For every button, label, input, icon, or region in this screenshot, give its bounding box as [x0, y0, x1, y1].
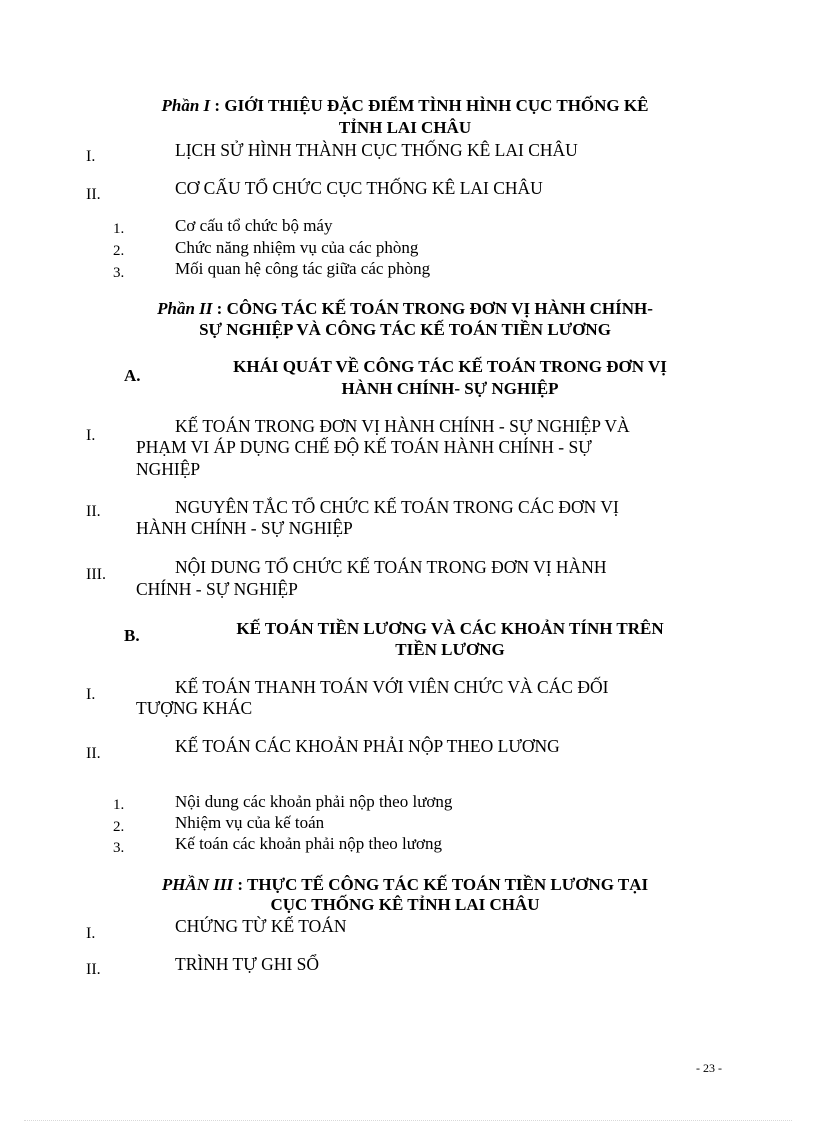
list-item: Kế toán các khoản phải nộp theo lương — [175, 834, 442, 853]
list-item: Nội dung các khoản phải nộp theo lương — [175, 792, 453, 811]
part3-title-line1: THỰC TẾ CÔNG TÁC KẾ TOÁN TIỀN LƯƠNG TẠI — [247, 875, 649, 894]
list-number: 3. — [113, 840, 125, 856]
page-number: - 23 - — [696, 1061, 722, 1075]
item-line: KẾ TOÁN TRONG ĐƠN VỊ HÀNH CHÍNH - SỰ NGHIỆP VÀ — [175, 416, 630, 436]
item-line: NỘI DUNG TỔ CHỨC KẾ TOÁN TRONG ĐƠN VỊ HÀNH — [175, 557, 607, 577]
list-number: 2. — [113, 819, 125, 835]
roman-numeral: I. — [86, 925, 96, 942]
part3-title-line2: CỤC THỐNG KÊ TỈNH LAI CHÂU — [270, 895, 540, 914]
list-item: Chức năng nhiệm vụ của các phòng — [175, 238, 419, 257]
item-line: PHẠM VI ÁP DỤNG CHẾ ĐỘ KẾ TOÁN HÀNH CHÍNH - SỰ — [136, 437, 592, 457]
section-letter: A. — [124, 366, 141, 385]
item-line: KẾ TOÁN CÁC KHOẢN PHẢI NỘP THEO LƯƠNG — [175, 736, 560, 756]
part2-heading — [85, 298, 725, 320]
section-b-title-line2: TIỀN LƯƠNG — [395, 640, 505, 659]
section-title: CHỨNG TỪ KẾ TOÁN — [175, 916, 347, 936]
list-number: 2. — [113, 243, 125, 259]
item-line: NGUYÊN TẮC TỔ CHỨC KẾ TOÁN TRONG CÁC ĐƠN VỊ — [175, 497, 619, 517]
roman-numeral: II. — [86, 961, 101, 978]
part2-title-line2: SỰ NGHIỆP VÀ CÔNG TÁC KẾ TOÁN TIỀN LƯƠNG — [199, 320, 611, 339]
item-line: KẾ TOÁN THANH TOÁN VỚI VIÊN CHỨC VÀ CÁC ĐỐI — [175, 677, 609, 697]
list-number: 1. — [113, 221, 125, 237]
item-line: NGHIỆP — [136, 459, 201, 479]
item-line: TƯỢNG KHÁC — [136, 698, 253, 718]
roman-numeral: I. — [86, 148, 96, 165]
part1-title-line1: GIỚI THIỆU ĐẶC ĐIỂM TÌNH HÌNH CỤC THỐNG KÊ — [224, 96, 649, 115]
section-title: TRÌNH TỰ GHI SỔ — [175, 954, 320, 974]
part1-title-line2: TỈNH LAI CHÂU — [338, 118, 472, 137]
list-item: Nhiệm vụ của kế toán — [175, 813, 325, 832]
section-a-title-line2: HÀNH CHÍNH- SỰ NGHIỆP — [341, 379, 559, 398]
part3-label: PHẦN III — [161, 875, 234, 894]
item-line: CHÍNH - SỰ NGHIỆP — [136, 579, 298, 599]
list-item: Cơ cấu tổ chức bộ máy — [175, 216, 333, 235]
section-a-title-line1: KHÁI QUÁT VỀ CÔNG TÁC KẾ TOÁN TRONG ĐƠN VỊ — [233, 357, 667, 376]
roman-numeral: II. — [86, 745, 101, 762]
list-item: Mối quan hệ công tác giữa các phòng — [175, 259, 431, 278]
roman-numeral: III. — [86, 566, 106, 583]
part3-sep: : — [233, 875, 247, 894]
list-number: 1. — [113, 797, 125, 813]
roman-numeral: I. — [86, 427, 96, 444]
section-b-title-line1: KẾ TOÁN TIỀN LƯƠNG VÀ CÁC KHOẢN TÍNH TRÊN — [236, 619, 664, 638]
part1-label: Phần I — [161, 96, 211, 115]
page-bottom-divider — [24, 1120, 792, 1121]
roman-numeral: II. — [86, 503, 101, 520]
section-title: LỊCH SỬ HÌNH THÀNH CỤC THỐNG KÊ LAI CHÂU — [175, 140, 578, 160]
part2-label: Phần II — [157, 299, 213, 318]
part1-heading — [85, 95, 725, 117]
item-line: HÀNH CHÍNH - SỰ NGHIỆP — [136, 518, 353, 538]
part2-title-line1: CÔNG TÁC KẾ TOÁN TRONG ĐƠN VỊ HÀNH CHÍNH- — [226, 299, 653, 318]
section-letter: B. — [124, 626, 140, 645]
part1-sep: : — [210, 96, 225, 115]
part2-sep: : — [212, 299, 227, 318]
roman-numeral: I. — [86, 686, 96, 703]
part3-heading — [85, 874, 725, 896]
section-title: CƠ CẤU TỔ CHỨC CỤC THỐNG KÊ LAI CHÂU — [175, 178, 543, 198]
roman-numeral: II. — [86, 186, 101, 203]
list-number: 3. — [113, 265, 125, 281]
